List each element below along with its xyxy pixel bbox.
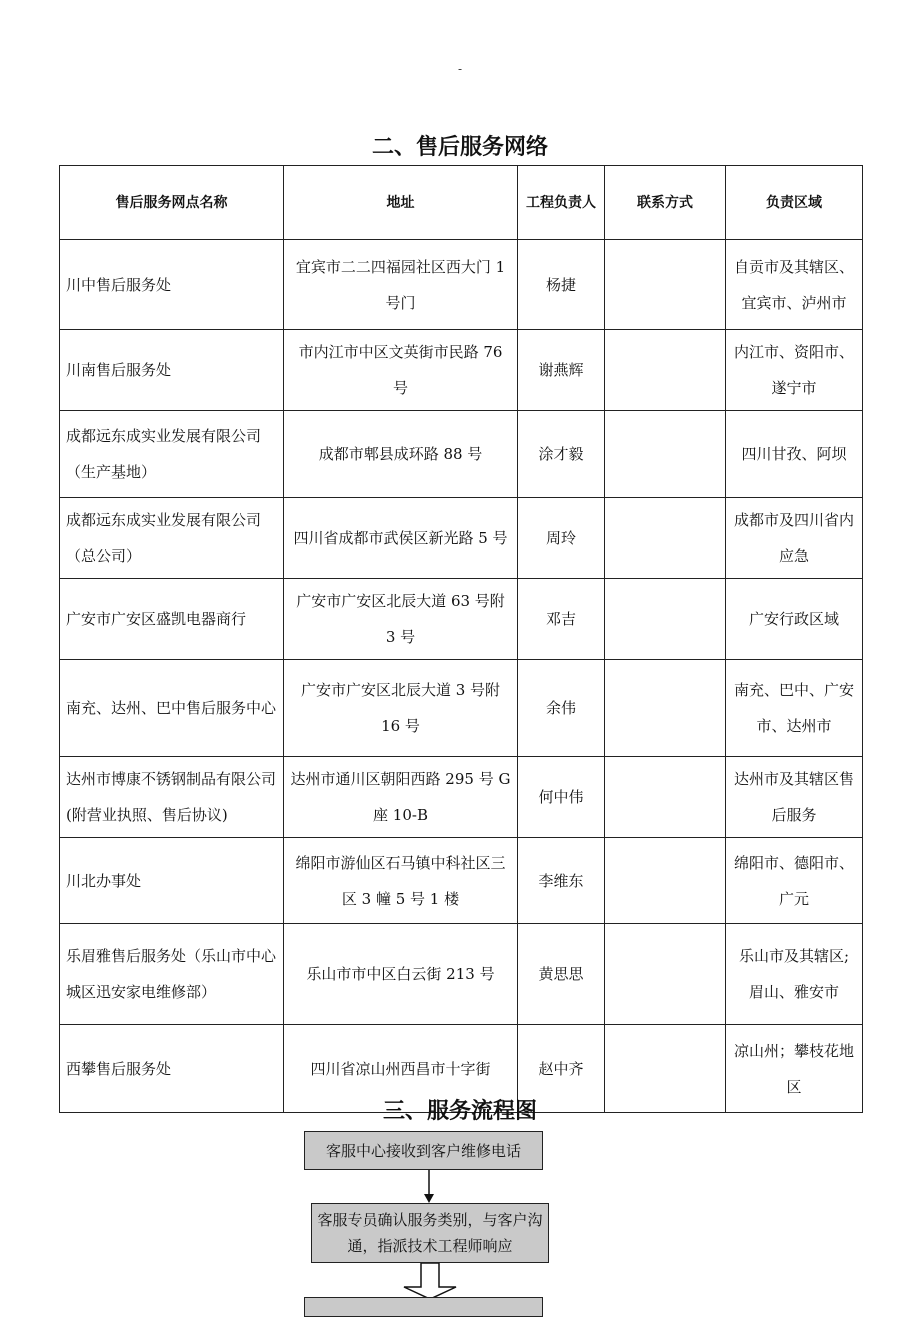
cell-name: 成都远东成实业发展有限公司（生产基地）: [60, 411, 284, 498]
cell-name: 广安市广安区盛凯电器商行: [60, 579, 284, 660]
cell-engineer: 周玲: [518, 498, 605, 579]
cell-region: 内江市、资阳市、遂宁市: [726, 330, 863, 411]
flow-block-arrow-2: [404, 1263, 456, 1299]
cell-engineer: 邓吉: [518, 579, 605, 660]
cell-name: 成都远东成实业发展有限公司（总公司）: [60, 498, 284, 579]
cell-engineer: 黄思思: [518, 924, 605, 1025]
cell-address: 达州市通川区朝阳西路 295 号 G 座 10-B: [284, 757, 518, 838]
cell-region: 南充、巴中、广安市、达州市: [726, 660, 863, 757]
cell-region: 四川甘孜、阿坝: [726, 411, 863, 498]
cell-engineer: 余伟: [518, 660, 605, 757]
cell-name: 川中售后服务处: [60, 240, 284, 330]
cell-address: 宜宾市二二四福园社区西大门 1 号门: [284, 240, 518, 330]
cell-name: 川南售后服务处: [60, 330, 284, 411]
cell-name: 达州市博康不锈钢制品有限公司(附营业执照、售后协议): [60, 757, 284, 838]
cell-name: 南充、达州、巴中售后服务中心: [60, 660, 284, 757]
cell-address: 乐山市市中区白云街 213 号: [284, 924, 518, 1025]
header-address: 地址: [284, 166, 518, 240]
page-mark: -: [457, 62, 463, 76]
section-title-flow: 三、服务流程图: [382, 1099, 537, 1124]
header-contact: 联系方式: [605, 166, 726, 240]
cell-engineer: 李维东: [518, 838, 605, 924]
cell-region: 乐山市及其辖区;眉山、雅安市: [726, 924, 863, 1025]
cell-region: 达州市及其辖区售后服务: [726, 757, 863, 838]
flow-arrowhead-1: [424, 1194, 434, 1203]
cell-region: 自贡市及其辖区、宜宾市、泸州市: [726, 240, 863, 330]
cell-region: 凉山州；攀枝花地区: [726, 1025, 863, 1113]
cell-address: 广安市广安区北辰大道 3 号附 16 号: [284, 660, 518, 757]
cell-name: 西攀售后服务处: [60, 1025, 284, 1113]
header-engineer: 工程负责人: [518, 166, 605, 240]
cell-address: 广安市广安区北辰大道 63 号附 3 号: [284, 579, 518, 660]
cell-region: 广安行政区域: [726, 579, 863, 660]
cell-engineer: 赵中齐: [518, 1025, 605, 1113]
flow-step-receive-call: 客服中心接收到客户维修电话: [304, 1131, 543, 1170]
cell-address: 成都市郫县成环路 88 号: [284, 411, 518, 498]
section-title-network: 二、售后服务网络: [371, 135, 548, 160]
cell-engineer: 谢燕辉: [518, 330, 605, 411]
cell-engineer: 涂才毅: [518, 411, 605, 498]
header-name: 售后服务网点名称: [60, 166, 284, 240]
cell-address: 四川省凉山州西昌市十字街: [284, 1025, 518, 1113]
cell-engineer: 何中伟: [518, 757, 605, 838]
cell-region: 成都市及四川省内应急: [726, 498, 863, 579]
flow-step-next: [304, 1297, 543, 1317]
header-region: 负责区域: [726, 166, 863, 240]
cell-region: 绵阳市、德阳市、广元: [726, 838, 863, 924]
cell-address: 市内江市中区文英街市民路 76 号: [284, 330, 518, 411]
cell-engineer: 杨捷: [518, 240, 605, 330]
flow-step-confirm-dispatch: 客服专员确认服务类别，与客户沟通，指派技术工程师响应: [311, 1203, 549, 1263]
cell-address: 四川省成都市武侯区新光路 5 号: [284, 498, 518, 579]
cell-name: 川北办事处: [60, 838, 284, 924]
cell-name: 乐眉雅售后服务处（乐山市中心城区迅安家电维修部）: [60, 924, 284, 1025]
cell-address: 绵阳市游仙区石马镇中科社区三区 3 幢 5 号 1 楼: [284, 838, 518, 924]
